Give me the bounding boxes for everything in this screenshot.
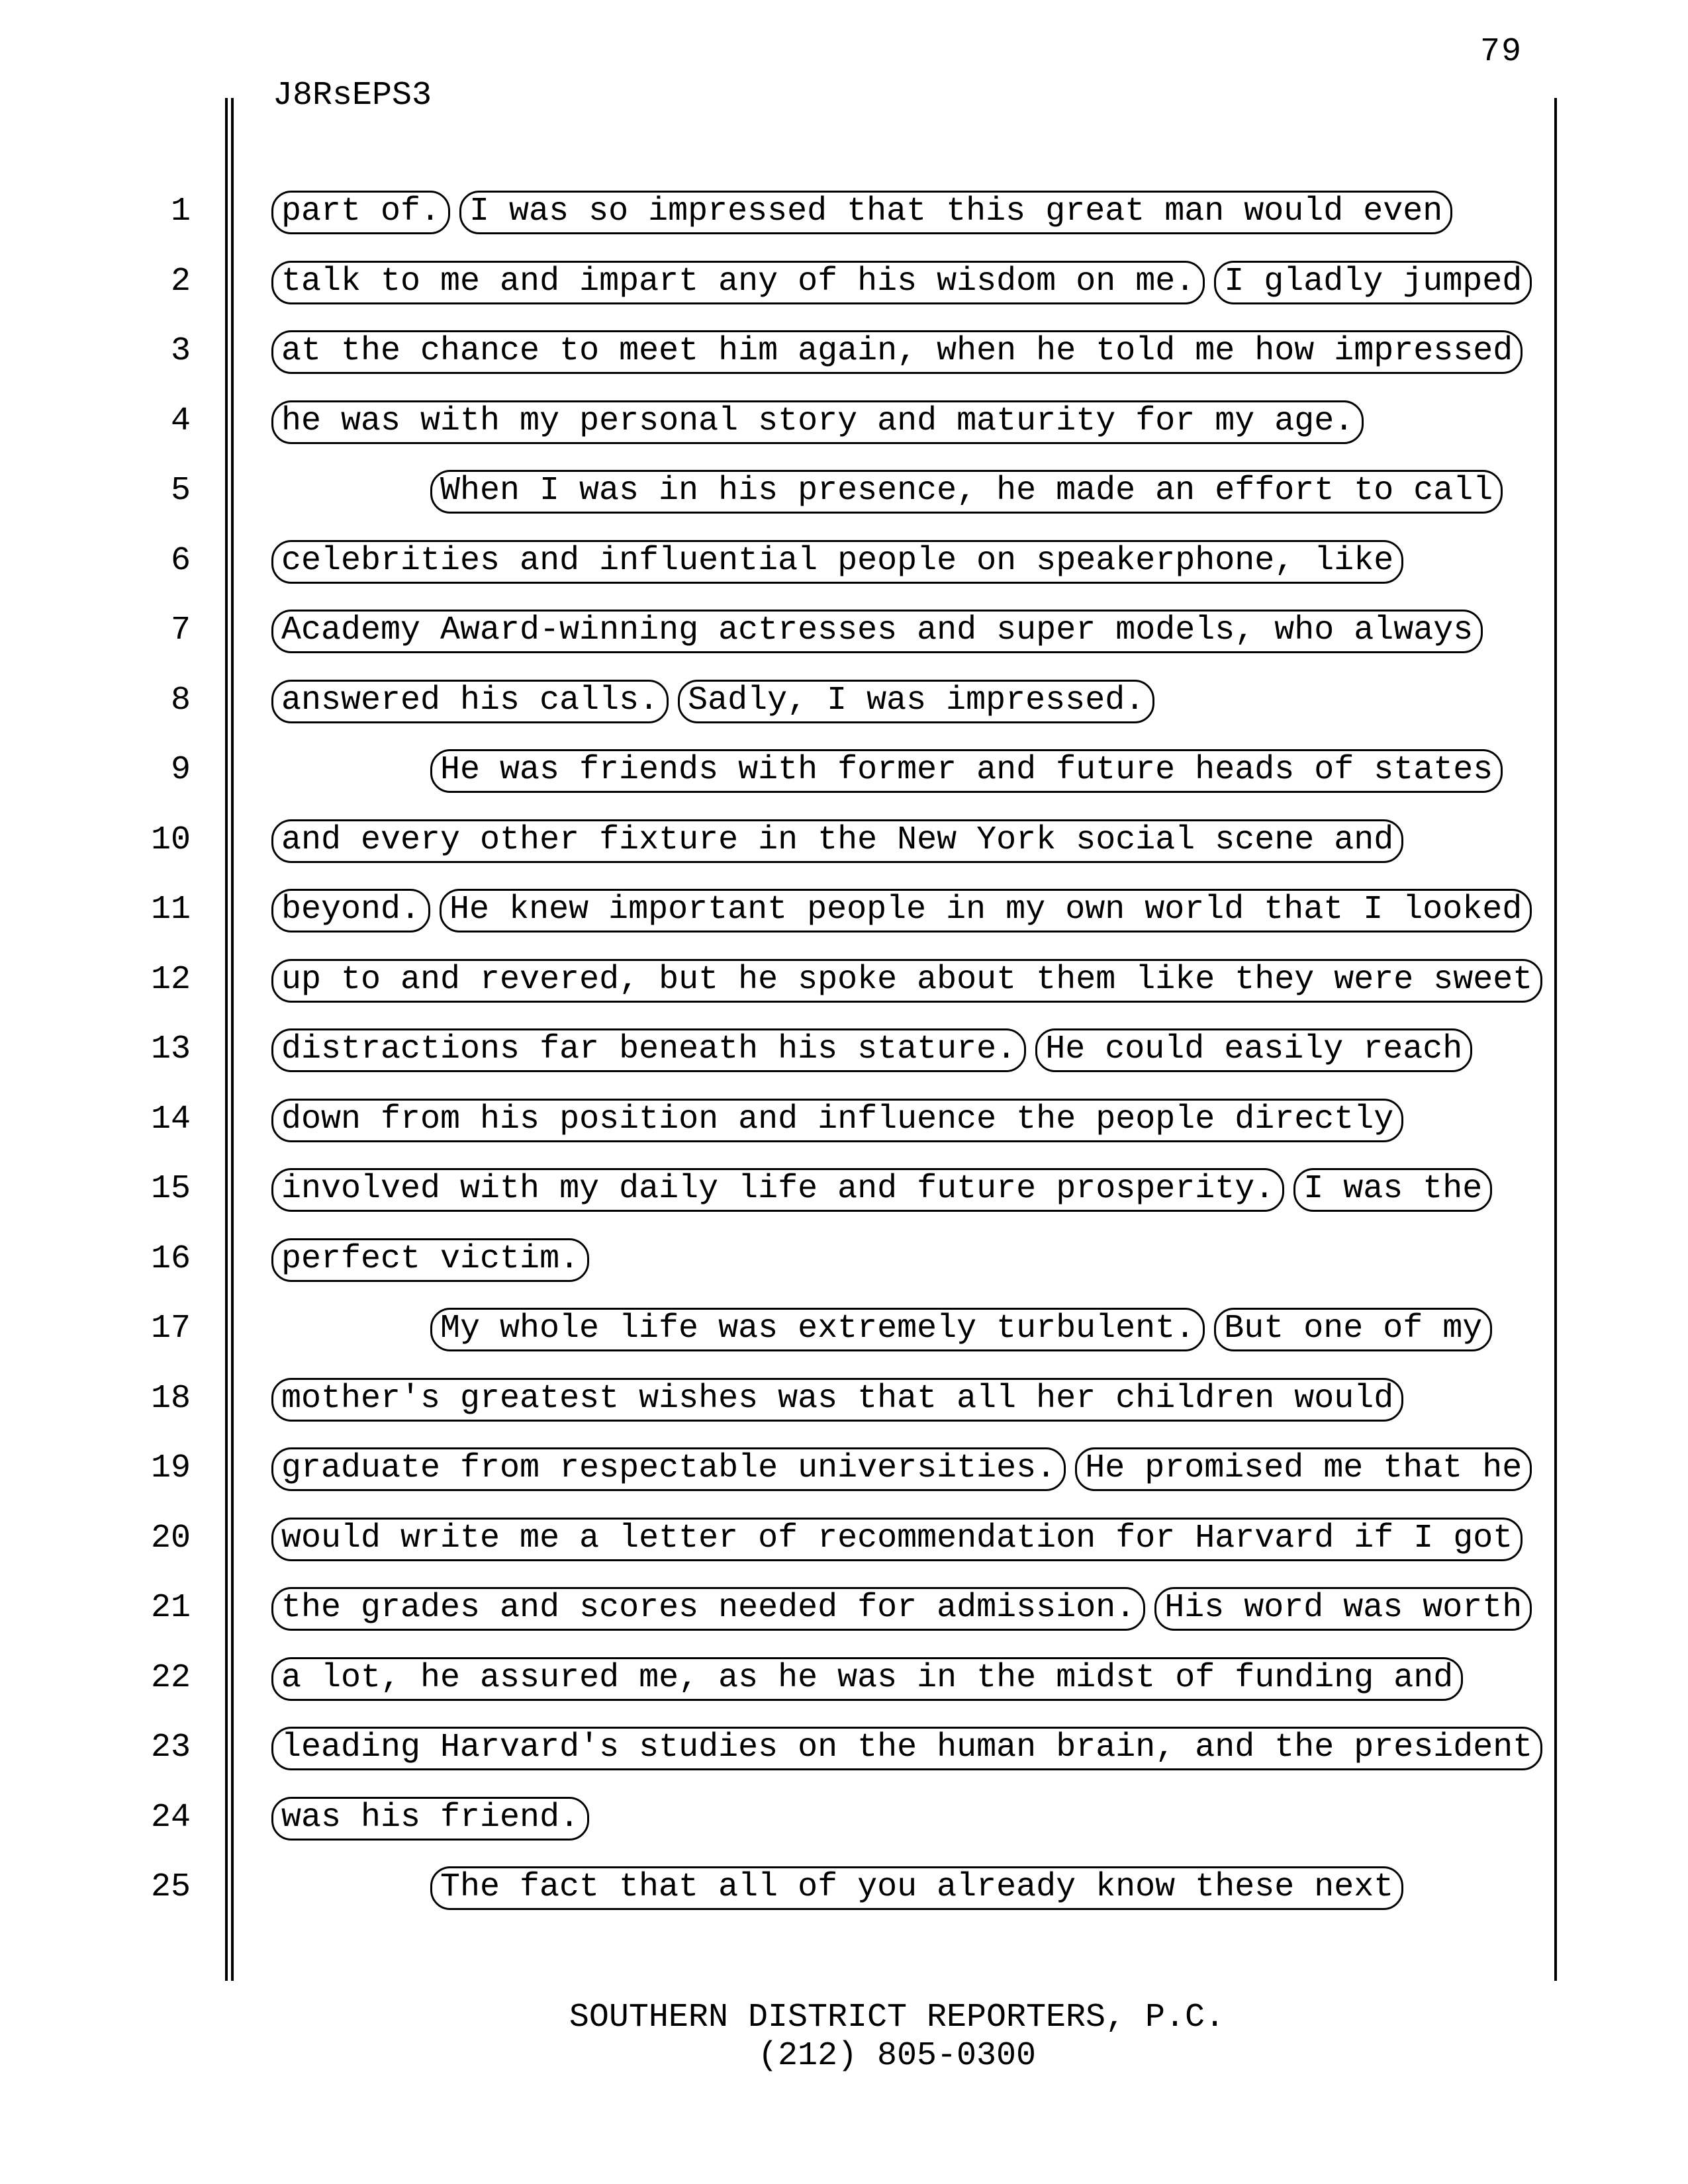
transcript-line [0, 1308, 1688, 1354]
redaction-box-phrase: the grades and scores needed for admission. [271, 1587, 1145, 1631]
redaction-box-phrase: I gladly jumped [1214, 261, 1532, 304]
redaction-box-phrase: Academy Award-winning actresses and super models, who always [271, 610, 1483, 653]
redaction-box-phrase: When I was in his presence, he made an effort to call [430, 470, 1503, 514]
redaction-box-phrase: But one of my [1214, 1308, 1492, 1351]
line-text [271, 1518, 1532, 1561]
line-text [430, 1308, 1501, 1351]
line-number: 17 [150, 1310, 191, 1347]
transcript-line [0, 1168, 1688, 1214]
line-number: 18 [150, 1379, 191, 1418]
line-text [271, 540, 1413, 584]
transcript-line [0, 610, 1688, 656]
transcript-line [0, 191, 1688, 237]
line-text [271, 819, 1413, 863]
transcript-line [0, 1378, 1688, 1424]
transcript-line [0, 330, 1688, 377]
line-number: 8 [170, 681, 191, 719]
line-text [271, 1587, 1541, 1631]
redaction-box-phrase: perfect victim. [271, 1238, 589, 1282]
line-number: 14 [150, 1100, 191, 1138]
redaction-box-phrase: He was friends with former and future heads of states [430, 749, 1503, 793]
line-number: 24 [150, 1798, 191, 1837]
transcript-line [0, 1657, 1688, 1704]
redaction-box-phrase: I was the [1293, 1168, 1492, 1212]
redaction-box-phrase: His word was worth [1154, 1587, 1532, 1631]
redaction-box-phrase: He knew important people in my own world that I looked [440, 889, 1532, 933]
redaction-box-phrase: He promised me that he [1075, 1447, 1532, 1491]
line-text [271, 1727, 1552, 1770]
line-text [271, 1099, 1413, 1142]
line-number: 20 [150, 1519, 191, 1557]
line-number: 10 [150, 821, 191, 859]
line-number: 16 [150, 1240, 191, 1278]
transcript-line [0, 1099, 1688, 1145]
transcript-line [0, 819, 1688, 866]
line-text [271, 1657, 1472, 1701]
redaction-box-phrase: was his friend. [271, 1797, 589, 1841]
page-number: 79 [1479, 33, 1523, 71]
transcript-line [0, 680, 1688, 726]
line-text [271, 1238, 598, 1282]
redaction-box-phrase: part of. [271, 191, 450, 234]
transcript-line [0, 540, 1688, 586]
line-number: 13 [150, 1030, 191, 1068]
line-text [430, 470, 1512, 514]
redaction-box-phrase: down from his position and influence the people directly [271, 1099, 1403, 1142]
line-text [271, 1447, 1541, 1491]
redaction-box-phrase: would write me a letter of recommendation for Harvard if I got [271, 1518, 1523, 1561]
redaction-box-phrase: and every other fixture in the New York social scene and [271, 819, 1403, 863]
redaction-box-phrase: leading Harvard's studies on the human brain, and the president [271, 1727, 1542, 1770]
transcript-line [0, 1028, 1688, 1075]
footer-reporter-phone: (212) 805-0300 [757, 2037, 1037, 2075]
line-text [271, 400, 1373, 444]
redaction-box-phrase: Sadly, I was impressed. [678, 680, 1154, 723]
line-text [271, 261, 1541, 304]
line-number: 1 [170, 193, 191, 230]
redaction-box-phrase: My whole life was extremely turbulent. [430, 1308, 1205, 1351]
transcript-line [0, 261, 1688, 307]
line-number: 3 [170, 332, 191, 370]
transcript-line [0, 749, 1688, 796]
transcript-line [0, 1238, 1688, 1285]
transcript-line [0, 400, 1688, 447]
line-number: 25 [150, 1868, 191, 1906]
redaction-box-phrase: distractions far beneath his stature. [271, 1028, 1026, 1072]
line-number: 9 [170, 751, 191, 789]
line-number: 5 [170, 472, 191, 510]
transcript-line [0, 1797, 1688, 1843]
line-text [271, 1028, 1481, 1072]
transcript-session-id: J8RsEPS3 [273, 77, 432, 114]
line-number: 12 [150, 960, 191, 999]
line-number: 21 [150, 1589, 191, 1627]
redaction-box-phrase: mother's greatest wishes was that all her children would [271, 1378, 1403, 1422]
line-number: 6 [170, 541, 191, 580]
line-number: 11 [150, 891, 191, 929]
transcript-line [0, 470, 1688, 516]
line-text [271, 1797, 598, 1841]
transcript-line [0, 1447, 1688, 1494]
redaction-box-phrase: I was so impressed that this great man would even [459, 191, 1452, 234]
redaction-box-phrase: at the chance to meet him again, when he told me how impressed [271, 330, 1523, 374]
redaction-box-phrase: a lot, he assured me, as he was in the midst of funding and [271, 1657, 1463, 1701]
redaction-box-phrase: graduate from respectable universities. [271, 1447, 1066, 1491]
line-text [271, 610, 1492, 653]
redaction-box-phrase: talk to me and impart any of his wisdom on me. [271, 261, 1205, 304]
line-number: 22 [150, 1659, 191, 1697]
redaction-box-phrase: beyond. [271, 889, 430, 933]
transcript-line [0, 1866, 1688, 1913]
line-number: 19 [150, 1449, 191, 1487]
redaction-box-phrase: involved with my daily life and future prosperity. [271, 1168, 1284, 1212]
line-text [271, 1378, 1413, 1422]
transcript-line [0, 1587, 1688, 1633]
transcript-line [0, 1727, 1688, 1773]
line-text [271, 330, 1532, 374]
transcript-line [0, 1518, 1688, 1564]
line-number: 7 [170, 612, 191, 649]
footer-reporter-name: SOUTHERN DISTRICT REPORTERS, P.C. [569, 1999, 1225, 2036]
line-number: 2 [170, 262, 191, 300]
redaction-box-phrase: He could easily reach [1035, 1028, 1472, 1072]
line-text [271, 191, 1462, 234]
transcript-line [0, 959, 1688, 1005]
redaction-box-phrase: celebrities and influential people on speakerphone, like [271, 540, 1403, 584]
line-text [430, 1866, 1413, 1910]
line-number: 23 [150, 1729, 191, 1766]
line-text [271, 680, 1164, 723]
line-text [271, 889, 1541, 933]
line-text [271, 959, 1552, 1003]
line-text [430, 749, 1512, 793]
line-number: 15 [150, 1170, 191, 1208]
line-text [271, 1168, 1501, 1212]
transcript-line [0, 889, 1688, 935]
redaction-box-phrase: answered his calls. [271, 680, 669, 723]
line-number: 4 [170, 402, 191, 440]
redaction-box-phrase: The fact that all of you already know these next [430, 1866, 1403, 1910]
redaction-box-phrase: he was with my personal story and maturity for my age. [271, 400, 1364, 444]
redaction-box-phrase: up to and revered, but he spoke about them like they were sweet [271, 959, 1542, 1003]
